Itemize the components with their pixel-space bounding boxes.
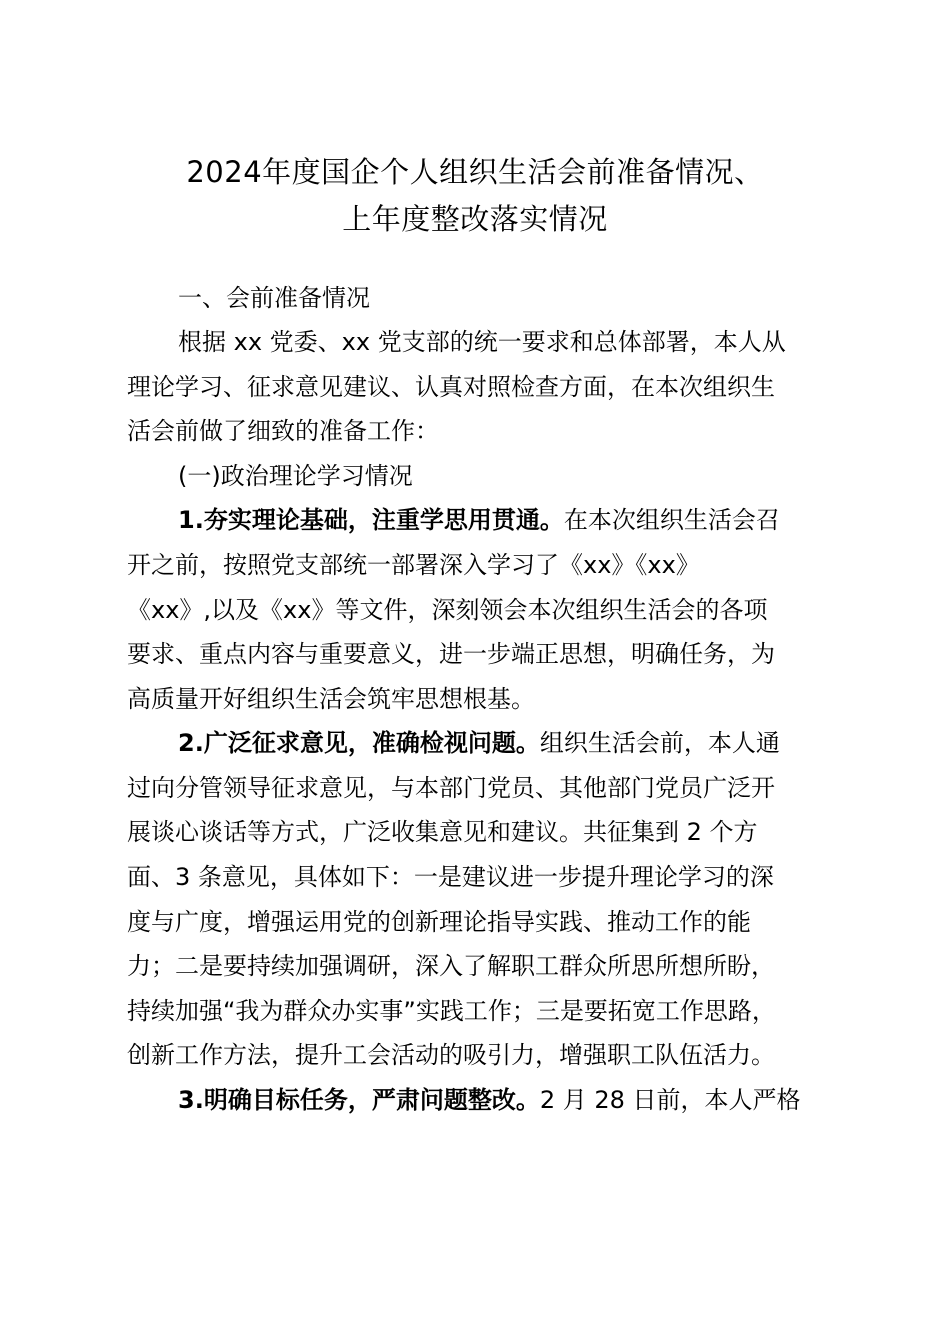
item-3-text: 2 月 28 日前，本人严格 xyxy=(539,1086,801,1114)
paragraph-line: 开之前，按照党支部统一部署深入学习了《xx》《xx》 xyxy=(127,551,700,579)
item-1-text: 在本次组织生活会召 xyxy=(563,506,780,534)
document-title-line-1: 2024年度国企个人组织生活会前准备情况、 xyxy=(186,155,764,189)
section-heading: 一、会前准备情况 xyxy=(178,284,370,312)
paragraph-line: 根据 xx 党委、xx 党支部的统一要求和总体部署，本人从 xyxy=(178,328,786,356)
item-1-heading: 1.夯实理论基础，注重学思用贯通。 xyxy=(178,506,564,534)
document-title-line-2: 上年度整改落实情况 xyxy=(342,202,608,236)
paragraph-line: 《xx》,以及《xx》等文件，深刻领会本次组织生活会的各项 xyxy=(127,596,768,624)
item-1-first-line xyxy=(178,503,780,537)
item-2-heading: 2.广泛征求意见，准确检视问题。 xyxy=(178,729,540,757)
paragraph-line: 持续加强“我为群众办实事”实践工作；三是要拓宽工作思路， xyxy=(127,997,776,1025)
paragraph-line: 展谈心谈话等方式，广泛收集意见和建议。共征集到 2 个方 xyxy=(127,818,758,846)
paragraph-line: 理论学习、征求意见建议、认真对照检查方面，在本次组织生 xyxy=(127,373,775,401)
item-3-first-line xyxy=(178,1083,801,1117)
paragraph-line: 力；二是要持续加强调研，深入了解职工群众所思所想所盼， xyxy=(127,952,775,980)
paragraph-line: 面、3 条意见，具体如下：一是建议进一步提升理论学习的深 xyxy=(127,863,774,891)
paragraph-line: 活会前做了细致的准备工作： xyxy=(127,417,439,445)
paragraph-line: 度与广度，增强运用党的创新理论指导实践、推动工作的能 xyxy=(127,908,751,936)
paragraph-line: 要求、重点内容与重要意义，进一步端正思想，明确任务，为 xyxy=(127,640,775,668)
item-2-text: 组织生活会前，本人通 xyxy=(539,729,780,757)
item-2-first-line xyxy=(178,726,780,760)
paragraph-line: 过向分管领导征求意见，与本部门党员、其他部门党员广泛开 xyxy=(127,774,775,802)
paragraph-line: 高质量开好组织生活会筑牢思想根基。 xyxy=(127,685,535,713)
item-3-heading: 3.明确目标任务，严肃问题整改。 xyxy=(178,1086,540,1114)
subsection-heading: (一)政治理论学习情况 xyxy=(178,462,413,490)
paragraph-line: 创新工作方法，提升工会活动的吸引力，增强职工队伍活力。 xyxy=(127,1041,775,1069)
